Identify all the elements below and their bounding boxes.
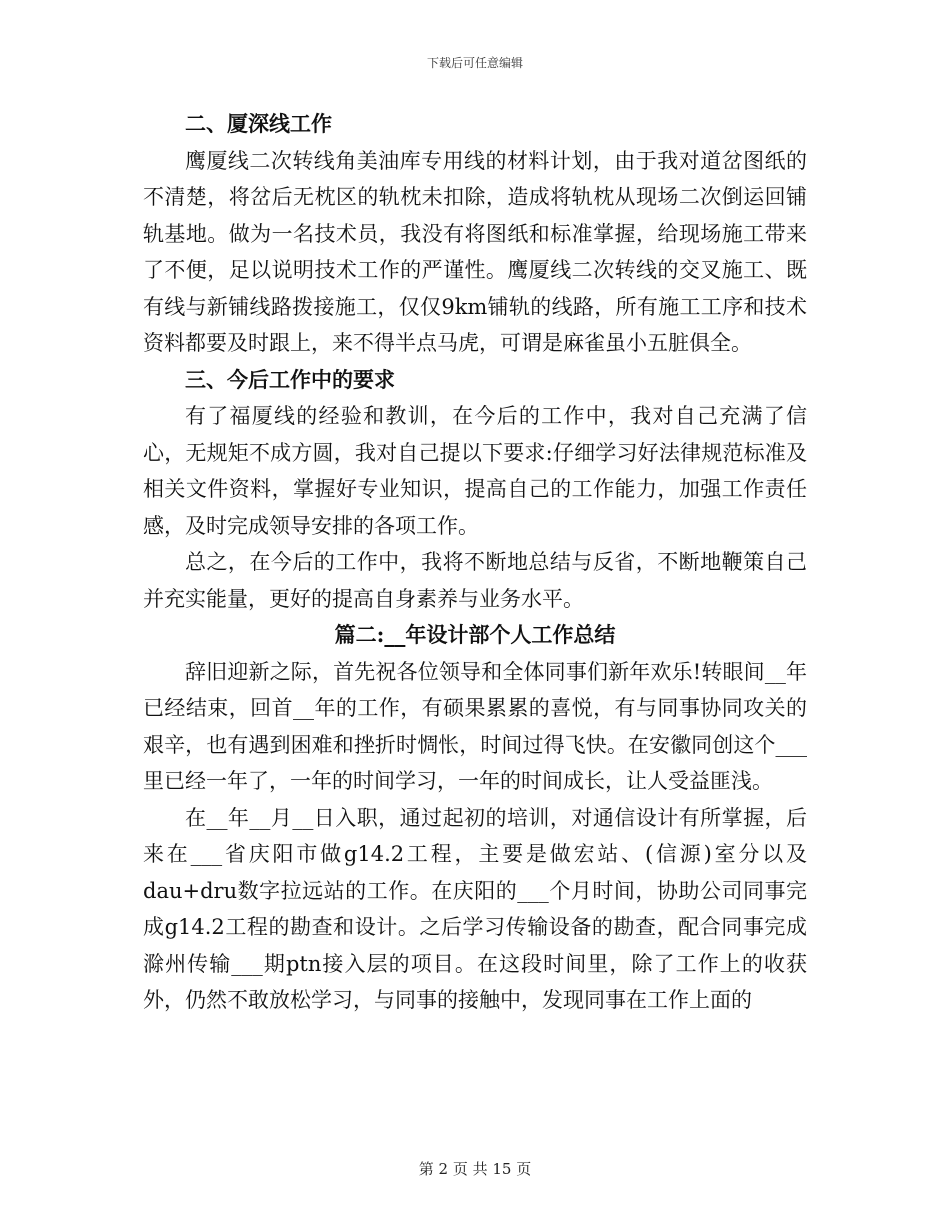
article-title: 篇二:__年设计部个人工作总结 [334, 622, 616, 647]
paragraph-conclusion: 总之，在今后的工作中，我将不断地总结与反省，不断地鞭策自己并充实能量，更好的提高自身素养与业务水平。 [143, 550, 807, 611]
paragraph-future-requirements: 有了福厦线的经验和教训，在今后的工作中，我对自己充满了信心，无规矩不成方圆，我对自己提以下要求:仔细学习好法律规范标准及相关文件资料，掌握好专业知识，提高自己的工作能力，加强工作责任感，及时完成领导安排的各项工作。 [143, 404, 807, 538]
document-body [143, 106, 807, 1019]
header-note: 下载后可任意编辑 [426, 56, 523, 70]
paragraph-onboarding: 在__年__月__日入职，通过起初的培训，对通信设计有所掌握，后来在___省庆阳市做g14.2工程，主要是做宏站、(信源)室分以及dau+dru数字拉远站的工作。在庆阳的___个月时间，协助公司同事完成g14.2工程的勘查和设计。之后学习传输设备的勘查，配合同事完成滁州传输___期ptn接入层的项目。在这段时间里，除了工作上的收获外，仍然不敢放松学习，与同事的接触中，发现同事在工作上面的 [143, 805, 807, 1012]
paragraph-xiashen-work: 鹰厦线二次转线角美油库专用线的材料计划，由于我对道岔图纸的不清楚，将岔后无枕区的轨枕未扣除，造成将轨枕从现场二次倒运回铺轨基地。做为一名技术员，我没有将图纸和标准掌握，给现场施工带来了不便，足以说明技术工作的严谨性。鹰厦线二次转线的交叉施工、既有线与新铺线路拨接施工，仅仅9km铺轨的线路，所有施工工序和技术资料都要及时跟上，来不得半点马虎，可谓是麻雀虽小五脏俱全。 [143, 148, 807, 355]
section-heading-future-requirements: 三、今后工作中的要求 [185, 366, 395, 392]
section-heading-xiashen: 二、厦深线工作 [185, 111, 332, 136]
paragraph-new-year: 辞旧迎新之际，首先祝各位领导和全体同事们新年欢乐!转眼间__年已经结束，回首__年的工作，有硕果累累的喜悦，有与同事协同攻关的艰辛，也有遇到困难和挫折时惆怅，时间过得飞快。在安徽同创这个___里已经一年了，一年的时间学习，一年的时间成长，让人受益匪浅。 [143, 659, 807, 793]
page-number: 第 2 页 共 15 页 [418, 1160, 532, 1178]
